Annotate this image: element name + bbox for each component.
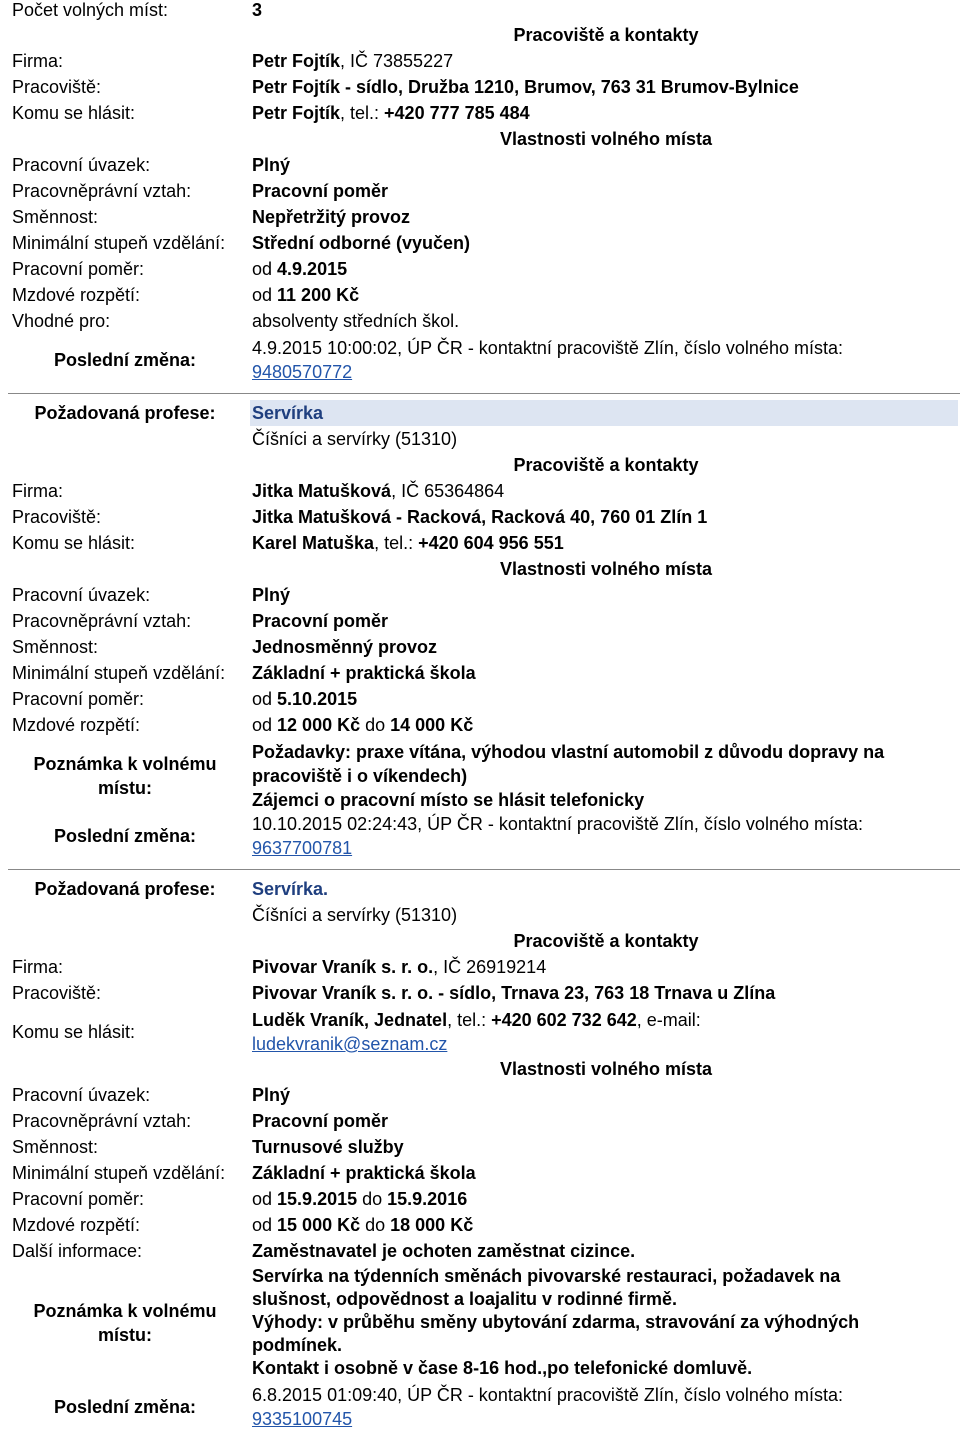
vacancy-count-value: 3 [252, 0, 263, 20]
job2-profession: Servírka [252, 403, 324, 423]
job3-profession-code-row: Číšníci a servírky (51310) [252, 905, 458, 925]
job2-employment-row: Pracovní poměr: od 5.10.2015 [12, 689, 358, 709]
job-separator [8, 393, 960, 394]
job1-vacancy-number-link[interactable]: 9480570772 [252, 362, 353, 382]
job3-last-change: Poslední změna: 6.8.2015 01:09:40, ÚP ČR - kontaktní pracoviště Zlín, číslo volného místa: 9335100745 [53, 1385, 843, 1429]
job1-employment-row: Pracovní poměr: od 4.9.2015 [12, 259, 348, 279]
job2-relation-row: Pracovněprávní vztah: Pracovní poměr [12, 611, 389, 631]
job3-profession-row: Požadovaná profese: Servírka. [0, 876, 960, 902]
job3-contact-row: Komu se hlásit: Luděk Vraník, Jednatel, tel.: +420 602 732 642, e-mail: ludekvranik@seznam.cz [12, 1010, 701, 1054]
job1-contacts-heading: Pracoviště a kontakty [513, 25, 699, 45]
job3-properties-heading: Vlastnosti volného místa [499, 1059, 713, 1079]
job1-education-row: Minimální stupeň vzdělání: Střední odborné (vyučen) [12, 233, 471, 253]
job2-shifts-row: Směnnost: Jednosměnný provoz [12, 637, 438, 657]
job3-profession: Servírka. [252, 879, 329, 899]
job2-profession-code-row: Číšníci a servírky (51310) [252, 429, 458, 449]
job2-last-change: Poslední změna: 10.10.2015 02:24:43, ÚP ČR - kontaktní pracoviště Zlín, číslo volného místa: 9637700781 [53, 814, 863, 858]
job1-properties-heading: Vlastnosti volného místa [499, 129, 713, 149]
job2-profession-row: Požadovaná profese: Servírka [0, 400, 960, 426]
job1-last-change: Poslední změna: 4.9.2015 10:00:02, ÚP ČR - kontaktní pracoviště Zlín, číslo volného místa: 9480570772 [53, 338, 843, 382]
job1-relation-row: Pracovněprávní vztah: Pracovní poměr [12, 181, 389, 201]
job3-workload-row: Pracovní úvazek: Plný [12, 1085, 291, 1105]
job2-salary-row: Mzdové rozpětí: od 12 000 Kč do 14 000 Kč [12, 715, 474, 735]
vacancy-count-row [0, 0, 960, 23]
job2-firm-row: Firma: Jitka Matušková, IČ 65364864 [12, 481, 505, 501]
job1-salary-row: Mzdové rozpětí: od 11 200 Kč [12, 285, 360, 305]
job3-relation-row: Pracovněprávní vztah: Pracovní poměr [12, 1111, 389, 1131]
job2-vacancy-number-link[interactable]: 9637700781 [252, 838, 353, 858]
job3-employment-row: Pracovní poměr: od 15.9.2015 do 15.9.2016 [12, 1189, 468, 1209]
job1-firm-name: Petr Fojtík [252, 51, 341, 71]
job3-firm-row: Firma: Pivovar Vraník s. r. o., IČ 26919214 [12, 957, 547, 977]
job3-contacts-heading: Pracoviště a kontakty [513, 931, 699, 951]
job3-education-row: Minimální stupeň vzdělání: Základní + praktická škola [12, 1163, 476, 1183]
job2-workplace-row: Pracoviště: Jitka Matušková - Racková, Racková 40, 760 01 Zlín 1 [12, 507, 708, 527]
job1-firm-row: Firma: Petr Fojtík, IČ 73855227 [12, 51, 454, 71]
job3-note: Poznámka k volnému místu: Servírka na týdenních směnách pivovarské restauraci, požadavek na slušnost, odpovědnost a loajalitu v rodinné firmě. Výhody: v průběhu směny ubytování zdarma, stravování za výhodných podmínek. Kontakt i osobně v čase 8-16 hod.,po telefonické domluvě. [33, 1266, 860, 1378]
job1-workload-row: Pracovní úvazek: Plný [12, 155, 291, 175]
job1-contact-row: Komu se hlásit: Petr Fojtík, tel.: +420 777 785 484 [12, 103, 530, 123]
job2-note: Poznámka k volnému místu: Požadavky: praxe vítána, výhodou vlastní automobil z důvodu dopravy na pracoviště i o víkendech) Zájemci o pracovní místo se hlásit telefonicky [33, 742, 885, 810]
job3-vacancy-number-link[interactable]: 9335100745 [252, 1409, 353, 1429]
job3-salary-row: Mzdové rozpětí: od 15 000 Kč do 18 000 Kč [12, 1215, 474, 1235]
job1-shifts-row: Směnnost: Nepřetržitý provoz [12, 207, 411, 227]
job3-email-link[interactable]: ludekvranik@seznam.cz [252, 1034, 448, 1054]
job2-workload-row: Pracovní úvazek: Plný [12, 585, 291, 605]
job3-other-info-row: Další informace: Zaměstnavatel je ochoten zaměstnat cizince. [12, 1241, 636, 1261]
job2-education-row: Minimální stupeň vzdělání: Základní + praktická škola [12, 663, 476, 683]
vacancy-count-label: Počet volných míst: [12, 0, 169, 20]
job-separator [8, 869, 960, 870]
job2-properties-heading: Vlastnosti volného místa [499, 559, 713, 579]
job3-shifts-row: Směnnost: Turnusové služby [12, 1137, 404, 1157]
job1-suitable-row: Vhodné pro: absolventy středních škol. [12, 311, 460, 331]
job2-contacts-heading: Pracoviště a kontakty [513, 455, 699, 475]
job3-workplace-row: Pracoviště: Pivovar Vraník s. r. o. - sídlo, Trnava 23, 763 18 Trnava u Zlína [12, 983, 776, 1003]
job2-contact-row: Komu se hlásit: Karel Matuška, tel.: +420 604 956 551 [12, 533, 564, 553]
job1-workplace-row: Pracoviště: Petr Fojtík - sídlo, Družba 1210, Brumov, 763 31 Brumov-Bylnice [12, 77, 799, 97]
